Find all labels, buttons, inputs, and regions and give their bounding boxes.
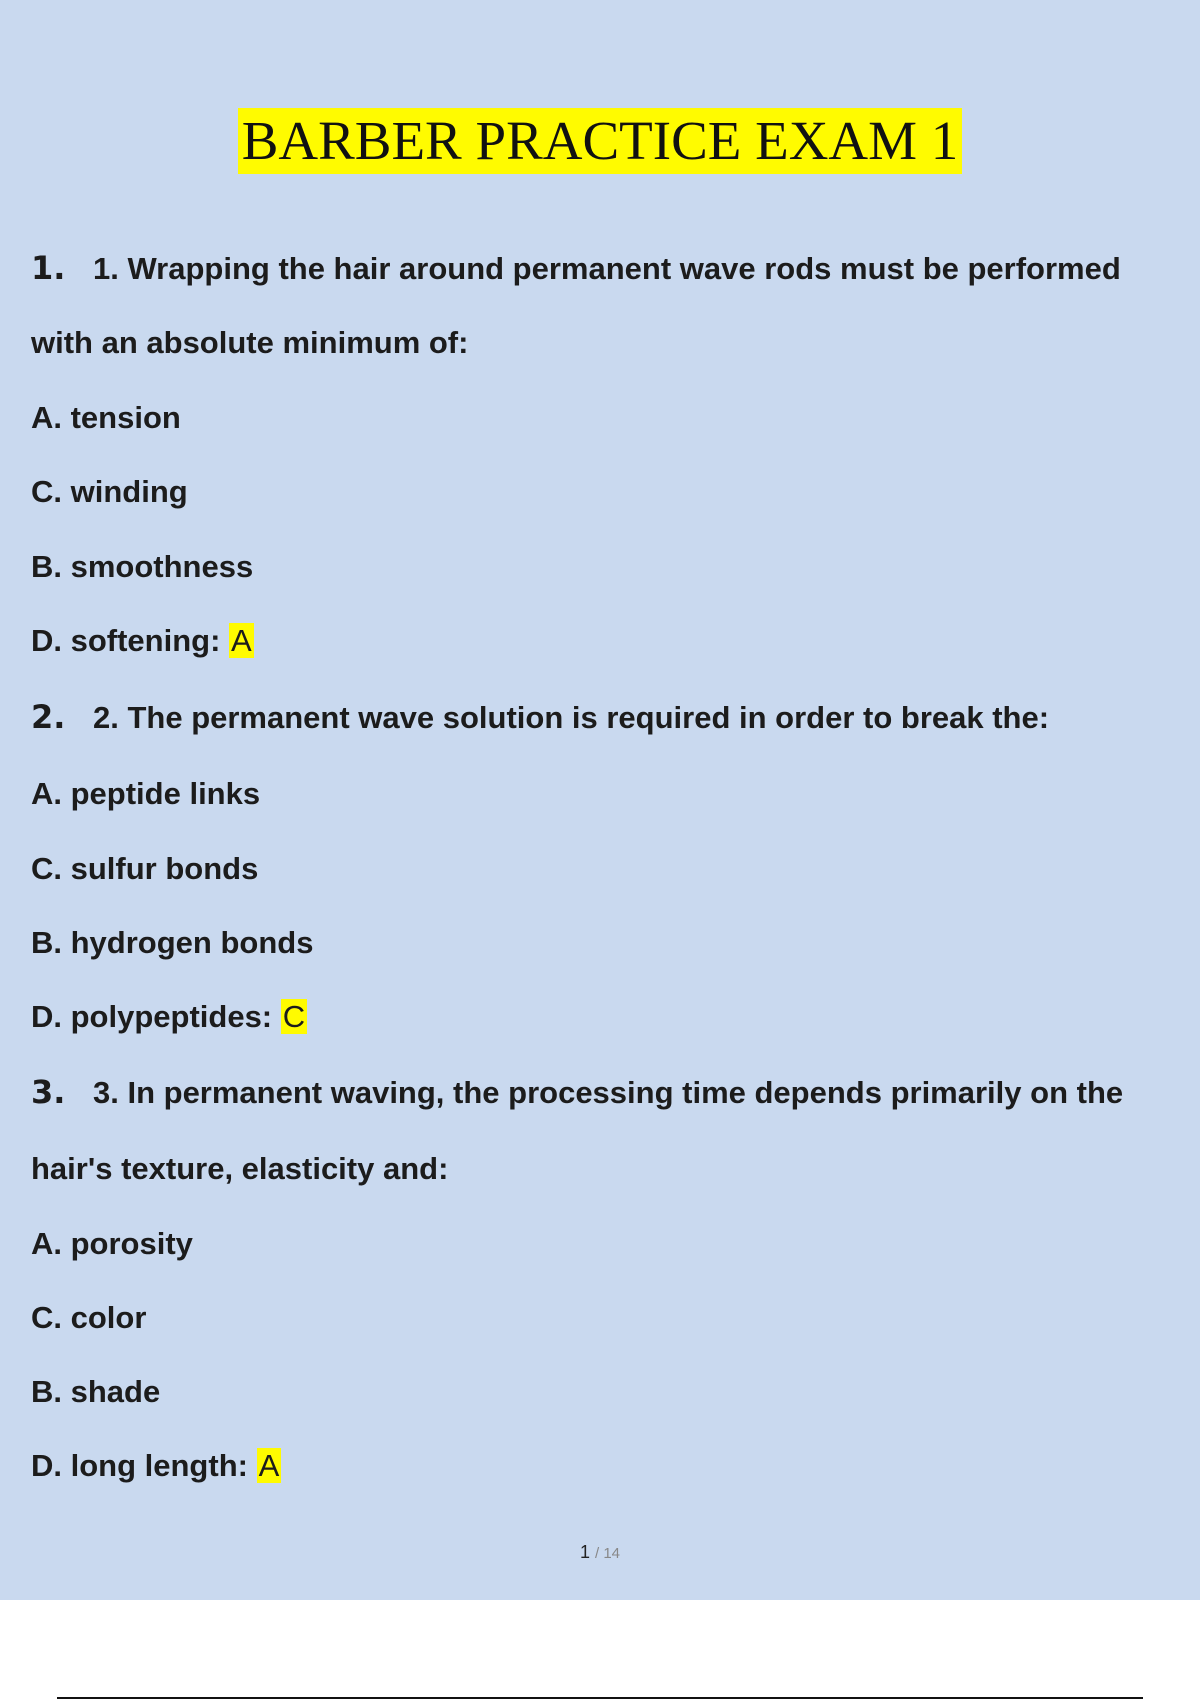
question-3-option-d-text: D. long length:: [31, 1448, 257, 1483]
question-1-text: 1. Wrapping the hair around permanent wave rods must be performed: [93, 251, 1121, 286]
question-1-answer: A: [231, 623, 252, 658]
question-1-number: 1.: [31, 249, 66, 287]
question-1-option-c: C. winding: [31, 474, 188, 509]
question-3-option-c: C. color: [31, 1300, 147, 1335]
question-3-option-b: B. shade: [31, 1374, 161, 1409]
question-3-stem: [31, 1072, 1123, 1113]
question-2-option-a: A. peptide links: [31, 776, 261, 811]
question-2-option-c: C. sulfur bonds: [31, 851, 259, 886]
question-3-text: 3. In permanent waving, the processing time depends primarily on the: [93, 1075, 1124, 1110]
question-2-number: 2.: [31, 698, 66, 736]
question-2-stem: [31, 697, 1049, 738]
page-total: / 14: [595, 1545, 621, 1562]
question-1-stem-continued: with an absolute minimum of:: [31, 325, 469, 360]
question-3-option-a: A. porosity: [31, 1226, 193, 1261]
question-2-answer: C: [282, 999, 306, 1034]
question-3-option-d: [31, 1446, 281, 1486]
question-3-stem-continued: hair's texture, elasticity and:: [31, 1151, 449, 1186]
question-3-number: 3.: [31, 1073, 66, 1111]
question-2-text: 2. The permanent wave solution is required in order to break the:: [93, 700, 1050, 735]
question-1-option-d: [31, 621, 254, 661]
question-2-option-d-text: D. polypeptides:: [31, 999, 281, 1034]
question-1-stem: [31, 248, 1121, 289]
document-title: BARBER PRACTICE EXAM 1: [238, 108, 963, 174]
page-current: 1: [579, 1542, 590, 1562]
question-1-option-d-text: D. softening:: [31, 623, 230, 658]
question-1-option-b: B. smoothness: [31, 549, 254, 584]
question-1-option-a: A. tension: [31, 400, 181, 435]
next-page-top-rule: [57, 1697, 1143, 1699]
page-indicator: [0, 1542, 1200, 1563]
title-container: [0, 108, 1200, 174]
question-2-option-b: B. hydrogen bonds: [31, 925, 314, 960]
question-2-option-d: [31, 997, 307, 1037]
question-3-answer: A: [258, 1448, 280, 1483]
